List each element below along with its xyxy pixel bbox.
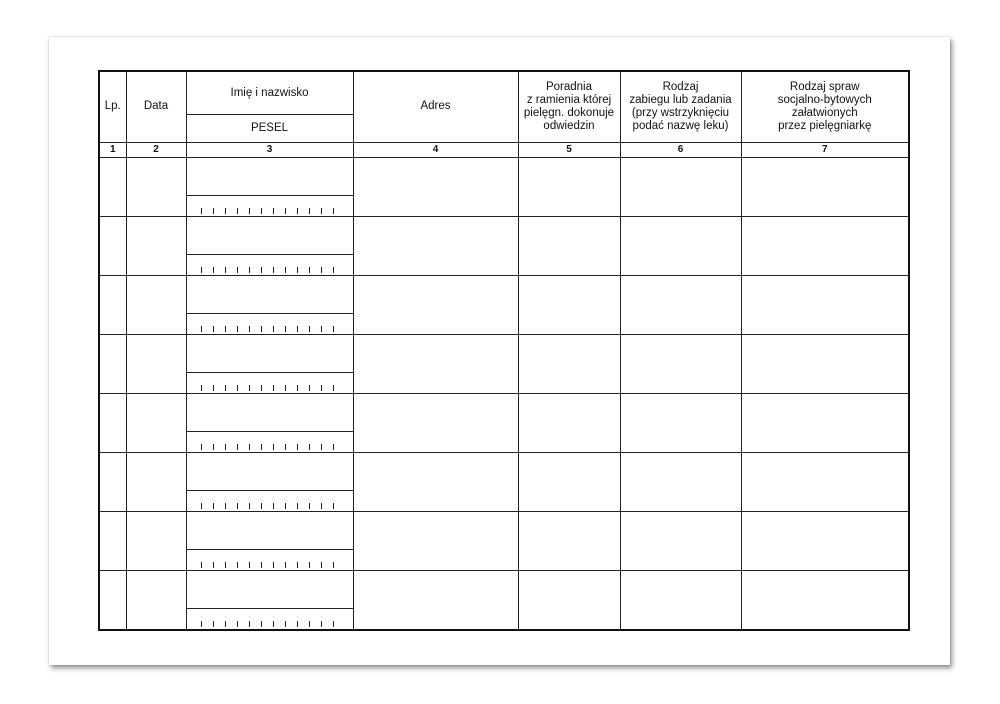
pesel-tick: [321, 326, 322, 332]
header-data: Data: [126, 71, 186, 142]
pesel-tick: [273, 503, 274, 509]
pesel-tick: [225, 326, 226, 332]
address-cell[interactable]: [353, 157, 518, 216]
pesel-tick: [261, 621, 262, 627]
name-field[interactable]: [187, 453, 353, 491]
pesel-tick: [321, 267, 322, 273]
social-matters-cell[interactable]: [741, 157, 909, 216]
column-number: 5: [518, 142, 620, 157]
pesel-tick: [297, 208, 298, 214]
pesel-tick: [309, 208, 310, 214]
header-adres: Adres: [353, 71, 518, 142]
lp-cell[interactable]: [99, 452, 126, 511]
header-pesel: PESEL: [250, 122, 289, 134]
header-sprawy-line: przez pielęgniarkę: [778, 119, 872, 132]
pesel-tick: [321, 385, 322, 391]
address-cell[interactable]: [353, 216, 518, 275]
lp-cell[interactable]: [99, 216, 126, 275]
pesel-tick: [309, 503, 310, 509]
procedure-cell[interactable]: [620, 334, 741, 393]
pesel-tick: [333, 208, 334, 214]
entry-row: [99, 334, 909, 393]
pesel-tick: [261, 444, 262, 450]
header-rodzaj-spraw: [741, 71, 909, 142]
pesel-tick: [201, 326, 202, 332]
header-sprawy-line: socjalno-bytowych: [777, 93, 872, 106]
header-zabieg-line: zabiegu lub zadania: [629, 93, 732, 106]
procedure-cell[interactable]: [620, 570, 741, 630]
name-pesel-cell[interactable]: [186, 157, 353, 216]
pesel-tick: [249, 503, 250, 509]
name-pesel-cell[interactable]: [186, 511, 353, 570]
lp-cell[interactable]: [99, 393, 126, 452]
header-sprawy-line: Rodzaj spraw: [789, 80, 860, 93]
entry-row: [99, 393, 909, 452]
procedure-cell[interactable]: [620, 275, 741, 334]
header-lp: Lp.: [99, 71, 126, 142]
header-poradnia-line: Poradnia: [545, 80, 593, 93]
header-poradnia-line: z ramienia której: [526, 93, 612, 106]
pesel-tick: [225, 208, 226, 214]
name-pesel-cell[interactable]: [186, 334, 353, 393]
lp-cell[interactable]: [99, 275, 126, 334]
pesel-tick: [273, 444, 274, 450]
pesel-tick: [213, 444, 214, 450]
pesel-tick: [285, 385, 286, 391]
pesel-tick: [201, 503, 202, 509]
social-matters-cell[interactable]: [741, 334, 909, 393]
procedure-cell[interactable]: [620, 157, 741, 216]
address-cell[interactable]: [353, 275, 518, 334]
clinic-cell[interactable]: [518, 216, 620, 275]
pesel-tick: [201, 267, 202, 273]
social-matters-cell[interactable]: [741, 393, 909, 452]
name-field[interactable]: [187, 512, 353, 550]
pesel-tick: [249, 326, 250, 332]
name-field[interactable]: [187, 571, 353, 609]
pesel-tick: [309, 267, 310, 273]
name-field[interactable]: [187, 217, 353, 255]
pesel-tick: [201, 444, 202, 450]
pesel-tick: [237, 562, 238, 568]
column-number: 2: [126, 142, 186, 157]
clinic-cell[interactable]: [518, 275, 620, 334]
pesel-tick: [285, 562, 286, 568]
procedure-cell[interactable]: [620, 216, 741, 275]
pesel-tick: [273, 326, 274, 332]
social-matters-cell[interactable]: [741, 570, 909, 630]
pesel-field[interactable]: [187, 550, 353, 570]
pesel-field[interactable]: [187, 609, 353, 629]
pesel-field[interactable]: [187, 196, 353, 216]
address-cell[interactable]: [353, 452, 518, 511]
pesel-tick: [261, 326, 262, 332]
pesel-tick: [201, 208, 202, 214]
pesel-tick: [321, 503, 322, 509]
social-matters-cell[interactable]: [741, 452, 909, 511]
pesel-tick: [309, 562, 310, 568]
lp-cell[interactable]: [99, 570, 126, 630]
pesel-tick: [201, 621, 202, 627]
pesel-tick: [237, 208, 238, 214]
name-pesel-cell[interactable]: [186, 216, 353, 275]
date-cell[interactable]: [126, 334, 186, 393]
header-zabieg-line: Rodzaj: [662, 80, 699, 93]
entry-row: [99, 452, 909, 511]
pesel-tick: [285, 267, 286, 273]
pesel-tick: [225, 621, 226, 627]
entry-row: [99, 157, 909, 216]
name-pesel-cell[interactable]: [186, 452, 353, 511]
social-matters-cell[interactable]: [741, 511, 909, 570]
pesel-tick: [213, 208, 214, 214]
pesel-tick: [309, 326, 310, 332]
date-cell[interactable]: [126, 216, 186, 275]
column-number: 7: [741, 142, 909, 157]
clinic-cell[interactable]: [518, 570, 620, 630]
pesel-tick: [249, 562, 250, 568]
header-row: [99, 71, 909, 142]
address-cell[interactable]: [353, 570, 518, 630]
pesel-tick: [261, 503, 262, 509]
pesel-tick: [237, 503, 238, 509]
header-poradnia-line: pielęgn. dokonuje: [523, 106, 615, 119]
pesel-tick: [273, 562, 274, 568]
pesel-tick: [321, 208, 322, 214]
pesel-tick: [297, 385, 298, 391]
lp-cell[interactable]: [99, 511, 126, 570]
pesel-field[interactable]: [187, 314, 353, 334]
pesel-tick: [261, 562, 262, 568]
pesel-tick: [333, 621, 334, 627]
procedure-cell[interactable]: [620, 393, 741, 452]
pesel-tick: [309, 621, 310, 627]
header-rodzaj-zabiegu: [620, 71, 741, 142]
date-cell[interactable]: [126, 452, 186, 511]
header-name-pesel: [186, 71, 353, 142]
social-matters-cell[interactable]: [741, 275, 909, 334]
pesel-tick: [321, 562, 322, 568]
pesel-tick: [237, 621, 238, 627]
clinic-cell[interactable]: [518, 452, 620, 511]
pesel-tick: [249, 444, 250, 450]
entry-row: [99, 216, 909, 275]
date-cell[interactable]: [126, 393, 186, 452]
procedure-cell[interactable]: [620, 511, 741, 570]
pesel-tick: [213, 326, 214, 332]
date-cell[interactable]: [126, 275, 186, 334]
pesel-tick: [249, 208, 250, 214]
procedure-cell[interactable]: [620, 452, 741, 511]
pesel-tick: [261, 267, 262, 273]
name-field[interactable]: [187, 276, 353, 314]
pesel-tick: [297, 267, 298, 273]
pesel-tick: [297, 503, 298, 509]
header-poradnia: [518, 71, 620, 142]
pesel-tick: [273, 385, 274, 391]
pesel-tick: [237, 444, 238, 450]
clinic-cell[interactable]: [518, 511, 620, 570]
pesel-tick: [333, 444, 334, 450]
address-cell[interactable]: [353, 334, 518, 393]
column-number: 6: [620, 142, 741, 157]
pesel-tick: [237, 385, 238, 391]
pesel-tick: [333, 503, 334, 509]
pesel-field[interactable]: [187, 255, 353, 275]
pesel-tick: [261, 385, 262, 391]
pesel-tick: [261, 208, 262, 214]
pesel-tick: [213, 562, 214, 568]
name-pesel-cell[interactable]: [186, 393, 353, 452]
pesel-tick: [273, 208, 274, 214]
pesel-tick: [273, 621, 274, 627]
entry-row: [99, 511, 909, 570]
header-zabieg-line: podać nazwę leku): [632, 119, 729, 132]
header-sprawy-line: załatwionych: [791, 106, 858, 119]
pesel-tick: [213, 621, 214, 627]
clinic-cell[interactable]: [518, 334, 620, 393]
column-number: 1: [99, 142, 126, 157]
name-pesel-cell[interactable]: [186, 570, 353, 630]
pesel-tick: [297, 326, 298, 332]
pesel-tick: [213, 267, 214, 273]
date-cell[interactable]: [126, 157, 186, 216]
pesel-tick: [237, 267, 238, 273]
name-field[interactable]: [187, 394, 353, 432]
date-cell[interactable]: [126, 511, 186, 570]
pesel-tick: [297, 621, 298, 627]
pesel-tick: [201, 385, 202, 391]
pesel-tick: [225, 385, 226, 391]
pesel-tick: [213, 385, 214, 391]
pesel-tick: [225, 444, 226, 450]
pesel-tick: [225, 267, 226, 273]
column-number: 3: [186, 142, 353, 157]
address-cell[interactable]: [353, 511, 518, 570]
pesel-tick: [333, 267, 334, 273]
pesel-tick: [309, 444, 310, 450]
header-poradnia-line: odwiedzin: [543, 119, 595, 132]
pesel-tick: [321, 444, 322, 450]
pesel-tick: [333, 385, 334, 391]
header-imie-nazwisko: Imię i nazwisko: [230, 86, 309, 99]
name-field[interactable]: [187, 158, 353, 196]
pesel-tick: [273, 267, 274, 273]
pesel-tick: [213, 503, 214, 509]
pesel-tick: [285, 621, 286, 627]
pesel-tick: [285, 326, 286, 332]
pesel-tick: [285, 444, 286, 450]
pesel-field[interactable]: [187, 373, 353, 393]
entry-row: [99, 570, 909, 630]
pesel-tick: [285, 503, 286, 509]
pesel-tick: [297, 562, 298, 568]
clinic-cell[interactable]: [518, 157, 620, 216]
column-number: 4: [353, 142, 518, 157]
pesel-tick: [249, 385, 250, 391]
pesel-tick: [225, 562, 226, 568]
pesel-tick: [249, 267, 250, 273]
pesel-tick: [225, 503, 226, 509]
social-matters-cell[interactable]: [741, 216, 909, 275]
pesel-tick: [309, 385, 310, 391]
pesel-tick: [297, 444, 298, 450]
header-zabieg-line: (przy wstrzyknięciu: [631, 106, 730, 119]
name-field[interactable]: [187, 335, 353, 373]
pesel-tick: [321, 621, 322, 627]
pesel-tick: [249, 621, 250, 627]
pesel-tick: [201, 562, 202, 568]
pesel-tick: [333, 326, 334, 332]
visit-log-table: [98, 70, 910, 631]
pesel-tick: [237, 326, 238, 332]
name-pesel-cell[interactable]: [186, 275, 353, 334]
pesel-field[interactable]: [187, 432, 353, 452]
clinic-cell[interactable]: [518, 393, 620, 452]
column-number-row: [99, 142, 909, 157]
lp-cell[interactable]: [99, 334, 126, 393]
lp-cell[interactable]: [99, 157, 126, 216]
entry-row: [99, 275, 909, 334]
pesel-tick: [333, 562, 334, 568]
pesel-tick: [285, 208, 286, 214]
address-cell[interactable]: [353, 393, 518, 452]
date-cell[interactable]: [126, 570, 186, 630]
pesel-field[interactable]: [187, 491, 353, 511]
